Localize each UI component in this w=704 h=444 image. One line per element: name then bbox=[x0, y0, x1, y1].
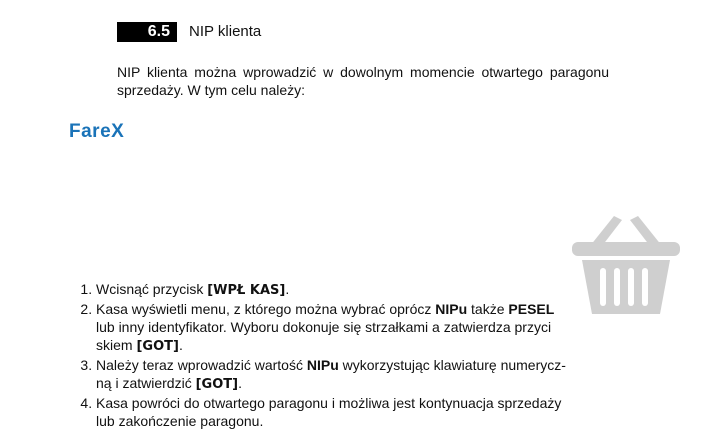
step-1: 1. Wcisnąć przycisk [WPŁ KAS]. bbox=[96, 280, 596, 300]
section-number: 6.5 bbox=[147, 23, 170, 40]
term-nipu: NIPu bbox=[306, 357, 339, 373]
section-number-badge bbox=[117, 22, 177, 42]
intro-paragraph bbox=[117, 63, 609, 99]
farex-logo bbox=[69, 121, 124, 143]
term-nipu: NIPu bbox=[435, 301, 468, 317]
key-got: [GOT] bbox=[136, 339, 179, 354]
instruction-steps bbox=[81, 280, 596, 430]
step-2: 2. Kasa wyświetli menu, z którego można wybrać oprócz NIPu także PESEL lub inny identyfikator. Wyboru dokonuje się strzałkami a zatwierdza przyci skiem [GOT]. bbox=[96, 300, 596, 356]
logo-text: Fare bbox=[69, 121, 112, 142]
step-4: 4. Kasa powróci do otwartego paragonu i możliwa jest kontynuacja sprzedaży lub zakończenie paragonu. bbox=[96, 394, 596, 430]
intro-line-1: NIP klienta można wprowadzić w dowolnym momencie otwartego paragonu bbox=[117, 64, 609, 80]
intro-line-2: sprzedaży. W tym celu należy: bbox=[117, 82, 306, 98]
logo-x-letter: X bbox=[111, 121, 125, 142]
term-pesel: PESEL bbox=[508, 301, 555, 317]
step-3: 3. Należy teraz wprowadzić wartość NIPu wykorzystując klawiaturę numerycz- ną i zatwierdzić [GOT]. bbox=[96, 356, 596, 394]
section-title: NIP klienta bbox=[189, 23, 262, 40]
key-wpl-kas: [WPŁ KAS] bbox=[207, 283, 286, 298]
key-got: [GOT] bbox=[195, 377, 239, 392]
